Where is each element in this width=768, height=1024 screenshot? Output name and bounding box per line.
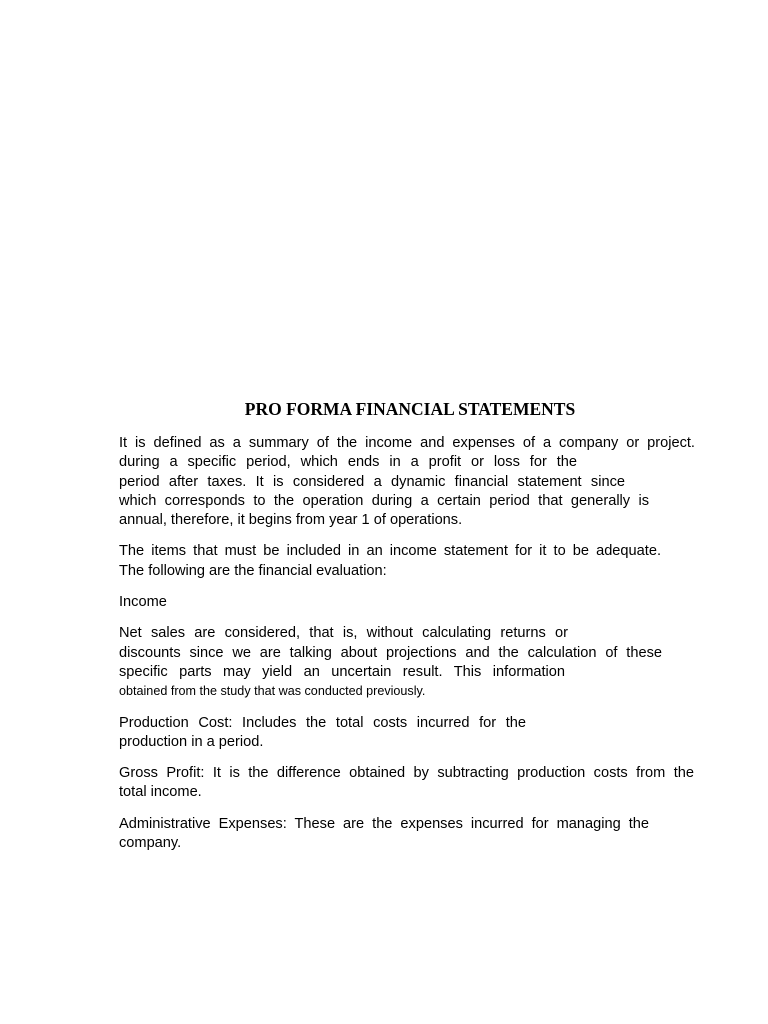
paragraph-production-cost — [119, 714, 719, 753]
text-line: specific parts may yield an uncertain result. This information — [119, 663, 565, 680]
text-line: obtained from the study that was conducted previously. — [119, 684, 426, 699]
text-line: period after taxes. It is considered a dynamic financial statement since — [119, 473, 625, 490]
paragraph-definition — [119, 434, 719, 530]
paragraph-gross-profit — [119, 764, 719, 803]
text-line: The items that must be included in an income statement for it to be adequate. — [119, 543, 661, 560]
text-line: discounts since we are talking about projections and the calculation of these — [119, 644, 662, 661]
text-line: Net sales are considered, that is, without calculating returns or — [119, 625, 568, 642]
text-line: total income. — [119, 784, 202, 801]
document-body — [119, 434, 719, 865]
text-line: production in a period. — [119, 733, 264, 750]
text-line: company. — [119, 835, 182, 852]
text-line: The following are the financial evaluation: — [119, 562, 387, 579]
text-line: annual, therefore, it begins from year 1 of operations. — [119, 512, 463, 529]
text-line: Production Cost: Includes the total costs incurred for the — [119, 714, 526, 731]
text-line: It is defined as a summary of the income and expenses of a company or project. — [119, 435, 695, 451]
paragraph-net-sales — [119, 624, 719, 701]
paragraph-items — [119, 542, 719, 581]
document-title: PRO FORMA FINANCIAL STATEMENTS — [244, 399, 576, 419]
paragraph-administrative-expenses — [119, 815, 719, 854]
text-line: Income — [119, 594, 167, 611]
text-line: Gross Profit: It is the difference obtained by subtracting production costs from the — [119, 765, 694, 782]
text-line: Administrative Expenses: These are the expenses incurred for managing the — [119, 815, 649, 832]
text-line: which corresponds to the operation during a certain period that generally is — [119, 492, 649, 509]
text-line: during a specific period, which ends in a profit or loss for the — [119, 454, 577, 471]
paragraph-income-heading — [119, 593, 719, 612]
